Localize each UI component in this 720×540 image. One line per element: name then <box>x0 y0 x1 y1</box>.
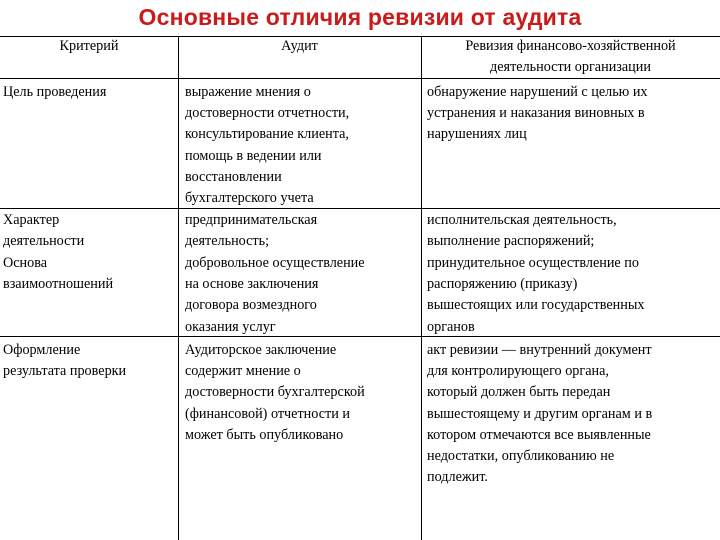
row1-criterion: Цель проведения <box>3 84 107 100</box>
row2-audit: предпринимательская деятельность; <box>185 212 318 250</box>
row3-revision: принудительное осуществление по распоряжению (приказу) вышестоящих или государственных органов <box>427 255 645 335</box>
row1-revision: обнаружение нарушений с целью их устранения и наказания виновных в нарушениях лиц <box>427 84 648 143</box>
row4-revision: акт ревизии — внутренний документ для контролирующего органа, который должен быть передан вышестоящему и другим органам и в котором отмечаются все выявленные недостатки, опубликованию не подлежит. <box>427 342 653 486</box>
row4-audit: Аудиторское заключение содержит мнение о достоверности бухгалтерской (финансовой) отчетности и может быть опубликовано <box>185 342 365 443</box>
row3-audit: добровольное осуществление на основе заключения договора возмездного оказания услуг <box>185 255 365 335</box>
col-divider-2 <box>421 36 422 540</box>
col-divider-1 <box>178 36 179 540</box>
header-criterion: Критерий <box>59 38 119 54</box>
header-audit: Аудит <box>281 38 318 54</box>
row3-criterion: Основа взаимоотношений <box>3 255 114 293</box>
row4-criterion: Оформление результата проверки <box>3 342 127 380</box>
header-revision: Ревизия финансово-хозяйственной деятельности организации <box>465 38 676 76</box>
row2-criterion: Характер деятельности <box>3 212 85 250</box>
row2-revision: исполнительская деятельность, выполнение распоряжений; <box>427 212 617 250</box>
page-title: Основные отличия ревизии от аудита <box>138 4 582 30</box>
row1-audit: выражение мнения о достоверности отчетности, консультирование клиента, помощь в ведении или восстановлении бухгалтерского учета <box>185 84 350 207</box>
